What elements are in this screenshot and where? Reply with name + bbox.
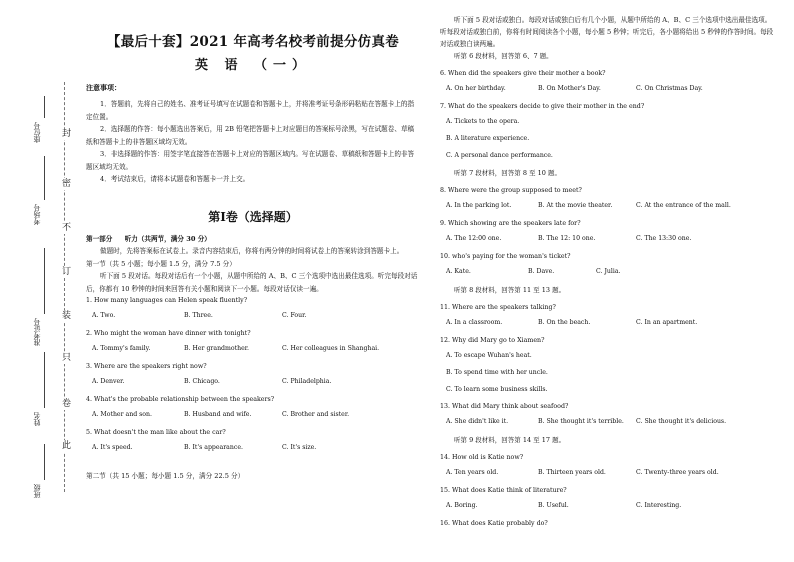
notice-heading: 注意事项： (86, 83, 121, 92)
option-c: C. In an apartment. (636, 319, 698, 326)
option-a: A. Kate. (446, 268, 471, 275)
seal-char: 封 (62, 129, 72, 139)
option-c: C. On Christmas Day. (636, 85, 703, 92)
seal-char: 不 (62, 223, 72, 233)
class-line (44, 444, 45, 480)
option-a: A. Tommy's family. (92, 345, 151, 352)
question: 1. How many languages can Helen speak fluently? (86, 297, 248, 304)
option-c: C. She thought it's delicious. (636, 418, 727, 425)
option-b: B. Husband and wife. (184, 411, 252, 418)
class-label: 班级 (33, 484, 41, 498)
option-b: B. Three. (184, 312, 213, 319)
question: 4. What's the probable relationship between the speakers? (86, 396, 275, 403)
option-a: A. In the parking lot. (446, 202, 512, 209)
question: 10. who's paying for the woman's ticket? (440, 253, 571, 260)
question: 8. Where were the group supposed to meet? (440, 187, 582, 194)
option-b: B. Useful. (538, 502, 569, 509)
option-a: A. Mother and son. (92, 411, 152, 418)
option-a: A. Ten years old. (446, 469, 499, 476)
option-a: A. Two. (92, 312, 116, 319)
binding-margin (0, 0, 86, 562)
option-c: C. A personal dance performance. (446, 152, 553, 159)
question: 12. Why did Mary go to Xiamen? (440, 337, 545, 344)
question: 5. What doesn't the man like about the car? (86, 429, 226, 436)
option-c: C. Brother and sister. (282, 411, 350, 418)
listening-instruction: 听第 7 段材料，回答第 8 至 10 题。 (454, 169, 561, 177)
option-b: B. Chicago. (184, 378, 220, 385)
question: 14. How old is Katie now? (440, 454, 524, 461)
option-c: C. At the entrance of the mall. (636, 202, 731, 209)
notice-item: 1．答题前，先将自己的姓名、准考证号填写在试题卷和答题卡上，并将准考证号条形码粘贴在答题卡上的指定位置。 (86, 100, 415, 121)
seal-line (64, 82, 65, 492)
sec2-heading: 第二节（共 15 小题；每小题 1.5 分，满分 22.5 分） (86, 472, 245, 480)
option-a: A. On her birthday. (446, 85, 506, 92)
listening-instruction: 听第 6 段材料，回答第 6、7 题。 (454, 52, 553, 60)
option-b: B. To spend time with her uncle. (446, 369, 548, 376)
seat-number-line (44, 96, 45, 118)
question: 9. Which showing are the speakers late for? (440, 220, 581, 227)
option-b: B. The 12: 10 one. (538, 235, 596, 242)
admission-number-label: 准考证号 (33, 318, 41, 346)
option-c: C. Julia. (596, 268, 621, 275)
option-b: B. Thirteen years old. (538, 469, 606, 476)
admission-number-line (44, 248, 45, 314)
option-a: A. Tickets to the opera. (446, 118, 520, 125)
notice-item: 3．非选择题的作答：用签字笔直接答在答题卡上对应的答题区域内。写在试题卷、草稿纸和答题卡上的非答题区域均无效。 (86, 150, 415, 171)
option-b: B. It's appearance. (184, 444, 243, 451)
listening-instruction: 听第 9 段材料，回答第 14 至 17 题。 (454, 436, 566, 444)
part-intro: 做题时，先将答案标在试卷上。录音内容结束后，你将有两分钟的时间将试卷上的答案转涂到答题卡上。 (100, 247, 404, 255)
option-b: B. Her grandmother. (184, 345, 249, 352)
option-c: C. The 13:30 one. (636, 235, 692, 242)
question: 15. What does Katie think of literature? (440, 487, 567, 494)
part-title: 听力（共两节，满分 30 分） (124, 234, 211, 243)
option-a: A. To escape Wuhan's heat. (446, 352, 532, 359)
listening-instruction: 听第 8 段材料，回答第 11 至 13 题。 (454, 286, 566, 294)
seal-char: 装 (62, 311, 72, 321)
option-a: A. She didn't like it. (446, 418, 509, 425)
question: 3. Where are the speakers right now? (86, 363, 207, 370)
option-c: C. To learn some business skills. (446, 386, 548, 393)
option-c: C. Twenty-three years old. (636, 469, 719, 476)
option-a: A. The 12:00 one. (446, 235, 502, 242)
sec2-intro: 听下面 5 段对话或独白。每段对话或独白后有几个小题，从题中所给的 A、B、C 三个选项中选出最佳选项。听每段对话或独白前，你将有时间阅读各个小题，每小题 5 秒钟；听完后，各小题将给出 5 秒钟的作答时间。每段对话或独白读两遍。 (440, 16, 774, 48)
question: 6. When did the speakers give their mother a book? (440, 70, 606, 77)
option-c: C. Her colleagues in Shanghai. (282, 345, 380, 352)
option-c: C. It's size. (282, 444, 317, 451)
exam-room-line (44, 156, 45, 200)
right-column (440, 14, 774, 535)
name-line (44, 352, 45, 408)
option-b: B. A literature experience. (446, 135, 530, 142)
option-a: A. Denver. (92, 378, 125, 385)
exam-subject: 英 语 （一） (194, 58, 312, 73)
seal-char: 密 (62, 179, 72, 189)
option-a: A. Boring. (446, 502, 478, 509)
option-b: B. On Mother's Day. (538, 85, 601, 92)
left-column (86, 30, 420, 483)
question: 11. Where are the speakers talking? (440, 304, 556, 311)
seal-char: 只 (62, 353, 72, 363)
exam-title: 【最后十套】2021 年高考名校考前提分仿真卷 (106, 34, 400, 50)
option-b: B. She thought it's terrible. (538, 418, 624, 425)
question: 7. What do the speakers decide to give their mother in the end? (440, 103, 645, 110)
option-b: B. Dave. (528, 268, 555, 275)
option-b: B. At the movie theater. (538, 202, 613, 209)
seal-char: 卷 (62, 399, 72, 409)
question: 16. What does Katie probably do? (440, 520, 548, 527)
sec1-intro: 听下面 5 段对话。每段对话后有一个小题，从题中所给的 A、B、C 三个选项中选出最佳选项。听完每段对话后，你都有 10 秒钟的时间来回答有关小题和阅读下一小题。每段对话仅读一遍。 (86, 272, 418, 293)
notice-item: 2．选择题的作答：每小题选出答案后，用 2B 铅笔把答题卡上对应题目的答案标号涂黑，写在试题卷、草稿纸和答题卡上的非答题区域均无效。 (86, 125, 415, 146)
question: 2. Who might the woman have dinner with tonight? (86, 330, 251, 337)
option-a: A. It's speed. (92, 444, 133, 451)
sec1-heading: 第一节（共 5 小题；每小题 1.5 分，满分 7.5 分） (86, 259, 236, 268)
exam-room-label: 考场号 (33, 204, 41, 225)
seal-char: 此 (62, 441, 72, 451)
option-c: C. Four. (282, 312, 307, 319)
option-c: C. Philadelphia. (282, 378, 332, 385)
question: 13. What did Mary think about seafood? (440, 403, 569, 410)
seal-char: 订 (62, 267, 72, 277)
section-title: 第Ⅰ卷（选择题） (208, 209, 298, 224)
option-b: B. On the beach. (538, 319, 591, 326)
name-label: 姓名 (33, 412, 41, 426)
seat-number-label: 座位号 (33, 122, 41, 143)
option-a: A. In a classroom. (446, 319, 503, 326)
part-heading: 第一部分 (86, 234, 113, 243)
notice-item: 4．考试结束后，请将本试题卷和答题卡一并上交。 (100, 175, 250, 183)
option-c: C. Interesting. (636, 502, 682, 509)
